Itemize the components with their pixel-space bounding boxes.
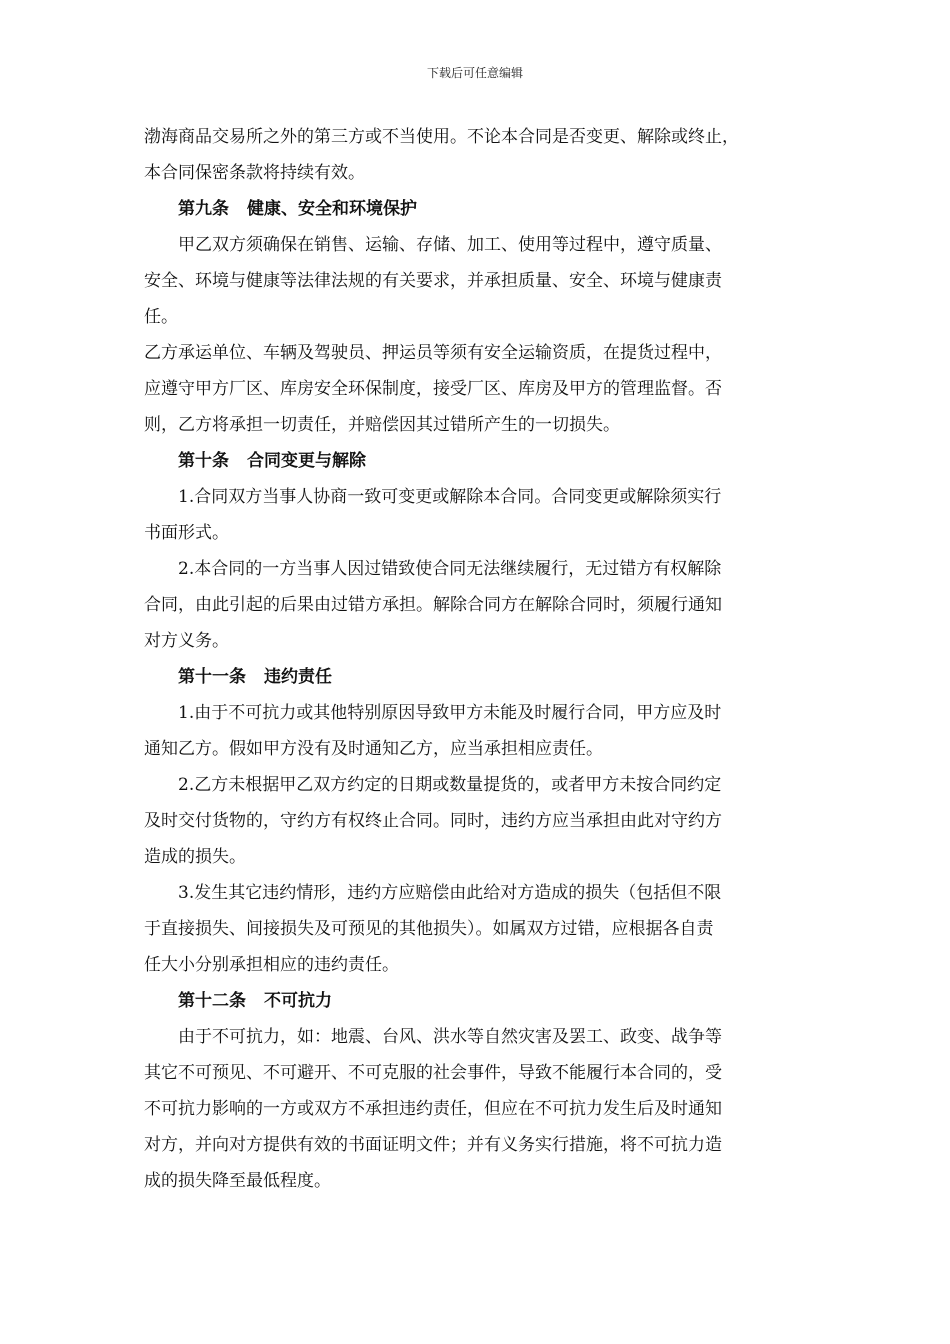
section-heading [144, 191, 808, 227]
paragraph-line: 对方，并向对方提供有效的书面证明文件；并有义务实行措施，将不可抗力造 [144, 1135, 722, 1155]
section-heading [144, 659, 808, 695]
paragraph-first-line: 甲乙双方须确保在销售、运输、存储、加工、使用等过程中，遵守质量、 [178, 235, 722, 255]
paragraph-first-line: 1.合同双方当事人协商一致可变更或解除本合同。合同变更或解除须实行 [178, 487, 722, 507]
paragraph-line: 书面形式。 [144, 523, 229, 543]
section-title: 违约责任 [264, 667, 332, 687]
paragraph-line: 其它不可预见、不可避开、不可克服的社会事件，导致不能履行本合同的，受 [144, 1063, 722, 1083]
paragraph-first-line: 1.由于不可抗力或其他特别原因导致甲方未能及时履行合同，甲方应及时 [178, 703, 722, 723]
paragraph-first-line: 由于不可抗力，如：地震、台风、洪水等自然灾害及罢工、政变、战争等 [178, 1027, 722, 1047]
paragraph-line: 则，乙方将承担一切责任，并赔偿因其过错所产生的一切损失。 [144, 415, 620, 435]
paragraph-line: 不可抗力影响的一方或双方不承担违约责任，但应在不可抗力发生后及时通知 [144, 1099, 722, 1119]
paragraph-line: 于直接损失、间接损失及可预见的其他损失）。如属双方过错，应根据各自责 [144, 919, 714, 939]
section-title: 健康、安全和环境保护 [247, 199, 417, 219]
paragraph-first-line: 2.本合同的一方当事人因过错致使合同无法继续履行，无过错方有权解除 [178, 559, 722, 579]
paragraph-line: 造成的损失。 [144, 847, 246, 867]
paragraph-line: 成的损失降至最低程度。 [144, 1171, 331, 1191]
paragraph-line: 对方义务。 [144, 631, 229, 651]
section-number: 第九条 [178, 199, 229, 219]
section-title: 合同变更与解除 [247, 451, 366, 471]
section-number: 第十条 [178, 451, 229, 471]
section-title: 不可抗力 [264, 991, 332, 1011]
paragraph-first-line: 2.乙方未根据甲乙双方约定的日期或数量提货的，或者甲方未按合同约定 [178, 775, 722, 795]
paragraph-first-line: 3.发生其它违约情形，违约方应赔偿由此给对方造成的损失（包括但不限 [178, 883, 722, 903]
paragraph-line: 任。 [144, 307, 178, 327]
section-number: 第十二条 [178, 991, 246, 1011]
paragraph-line: 合同，由此引起的后果由过错方承担。解除合同方在解除合同时，须履行通知 [144, 595, 722, 615]
section-number: 第十一条 [178, 667, 246, 687]
section-heading [144, 983, 808, 1019]
paragraph-line: 渤海商品交易所之外的第三方或不当使用。不论本合同是否变更、解除或终止， [144, 127, 739, 147]
paragraph-line: 本合同保密条款将持续有效。 [144, 163, 365, 183]
paragraph-line: 安全、环境与健康等法律法规的有关要求，并承担质量、安全、环境与健康责 [144, 271, 722, 291]
paragraph-line: 通知乙方。假如甲方没有及时通知乙方，应当承担相应责任。 [144, 739, 603, 759]
paragraph-line: 及时交付货物的，守约方有权终止合同。同时，违约方应当承担由此对守约方 [144, 811, 722, 831]
paragraph-line: 应遵守甲方厂区、库房安全环保制度，接受厂区、库房及甲方的管理监督。否 [144, 379, 722, 399]
page-header-note: 下载后可任意编辑 [426, 66, 523, 80]
paragraph-line: 任大小分别承担相应的违约责任。 [144, 955, 399, 975]
paragraph-line: 乙方承运单位、车辆及驾驶员、押运员等须有安全运输资质，在提货过程中， [144, 343, 722, 363]
document-body [144, 119, 808, 1199]
section-heading [144, 443, 808, 479]
